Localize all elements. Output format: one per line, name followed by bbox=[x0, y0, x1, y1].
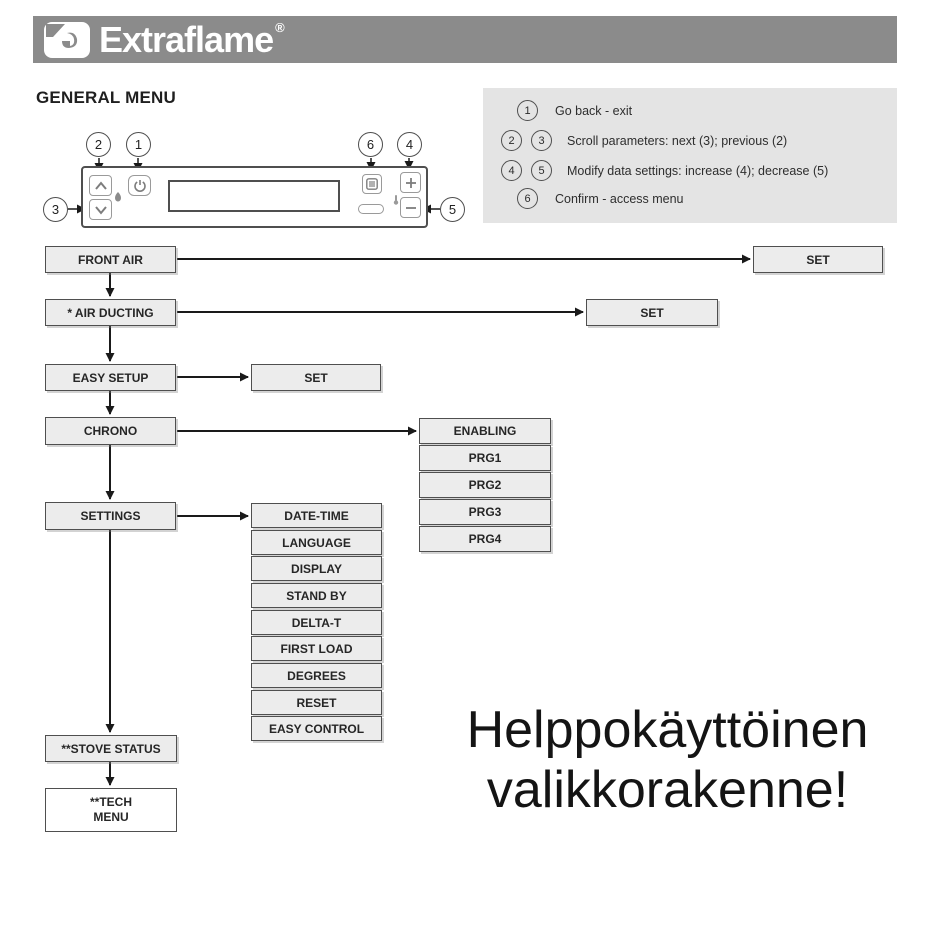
minus-button bbox=[400, 197, 421, 218]
flow-node-delta-t: DELTA-T bbox=[251, 610, 382, 635]
flow-node-easy-control: EASY CONTROL bbox=[251, 716, 382, 741]
flow-node-enabling: ENABLING bbox=[419, 418, 551, 444]
flow-node-front-air: FRONT AIR bbox=[45, 246, 176, 273]
flow-node-reset: RESET bbox=[251, 690, 382, 715]
page-title: GENERAL MENU bbox=[36, 88, 176, 107]
plus-icon bbox=[405, 177, 417, 189]
thermo-icon bbox=[393, 192, 399, 210]
legend-text-1: Go back - exit bbox=[555, 104, 633, 118]
chevron-down-icon bbox=[94, 205, 108, 215]
flow-node-prg2: PRG2 bbox=[419, 472, 551, 498]
flow-node-prg4: PRG4 bbox=[419, 526, 551, 552]
registered-mark: ® bbox=[275, 20, 285, 35]
plus-button bbox=[400, 172, 421, 193]
flow-node-stove-status: **STOVE STATUS bbox=[45, 735, 177, 762]
callout-3: 3 bbox=[43, 197, 68, 222]
flow-node-air-ducting: * AIR DUCTING bbox=[45, 299, 176, 326]
power-button bbox=[128, 175, 151, 196]
flow-node-display: DISPLAY bbox=[251, 556, 382, 581]
flow-node-set-2: SET bbox=[586, 299, 718, 326]
flow-node-settings: SETTINGS bbox=[45, 502, 176, 530]
flow-node-chrono: CHRONO bbox=[45, 417, 176, 445]
flow-node-degrees: DEGREES bbox=[251, 663, 382, 688]
lcd-display bbox=[168, 180, 340, 212]
pill-button bbox=[358, 204, 384, 214]
legend-circle-6: 6 bbox=[517, 188, 538, 209]
minus-icon bbox=[405, 202, 417, 214]
callout-5: 5 bbox=[440, 197, 465, 222]
callout-1: 1 bbox=[126, 132, 151, 157]
caption-line2: valikkorakenne! bbox=[486, 761, 849, 820]
legend-circle-1: 1 bbox=[517, 100, 538, 121]
up-button bbox=[89, 175, 112, 196]
brand-bar bbox=[33, 16, 897, 63]
callout-4: 4 bbox=[397, 132, 422, 157]
flow-node-stand-by: STAND BY bbox=[251, 583, 382, 608]
flow-node-prg1: PRG1 bbox=[419, 445, 551, 471]
menu-button bbox=[362, 174, 382, 194]
down-button bbox=[89, 199, 112, 220]
tech-menu-line1: **TECH bbox=[89, 795, 132, 809]
flow-node-prg3: PRG3 bbox=[419, 499, 551, 525]
power-icon bbox=[133, 179, 147, 193]
flow-node-date-time: DATE-TIME bbox=[251, 503, 382, 528]
flow-node-easy-setup: EASY SETUP bbox=[45, 364, 176, 391]
legend-circle-3: 3 bbox=[531, 130, 552, 151]
extraflame-logo-icon bbox=[43, 21, 91, 64]
flow-node-first-load: FIRST LOAD bbox=[251, 636, 382, 661]
legend-text-4: Confirm - access menu bbox=[555, 192, 684, 206]
legend-circle-4: 4 bbox=[501, 160, 522, 181]
callout-2: 2 bbox=[86, 132, 111, 157]
callout-6: 6 bbox=[358, 132, 383, 157]
caption-line1: Helppokäyttöinen bbox=[466, 701, 869, 759]
legend-text-3: Modify data settings: increase (4); decrease (5) bbox=[567, 164, 829, 178]
flow-node-set-1: SET bbox=[753, 246, 883, 273]
control-panel bbox=[81, 166, 428, 228]
finnish-caption bbox=[395, 700, 940, 821]
menu-list-icon bbox=[366, 178, 378, 190]
legend-circle-2: 2 bbox=[501, 130, 522, 151]
flow-node-set-3: SET bbox=[251, 364, 381, 391]
chevron-up-icon bbox=[94, 181, 108, 191]
flow-node-tech-menu bbox=[45, 788, 177, 832]
legend-text-2: Scroll parameters: next (3); previous (2) bbox=[567, 134, 788, 148]
legend-circle-5: 5 bbox=[531, 160, 552, 181]
tech-menu-line2: MENU bbox=[93, 810, 129, 824]
flame-icon bbox=[114, 190, 122, 208]
legend-panel bbox=[483, 88, 897, 223]
brand-name: Extraflame bbox=[99, 18, 274, 60]
flow-node-language: LANGUAGE bbox=[251, 530, 382, 555]
